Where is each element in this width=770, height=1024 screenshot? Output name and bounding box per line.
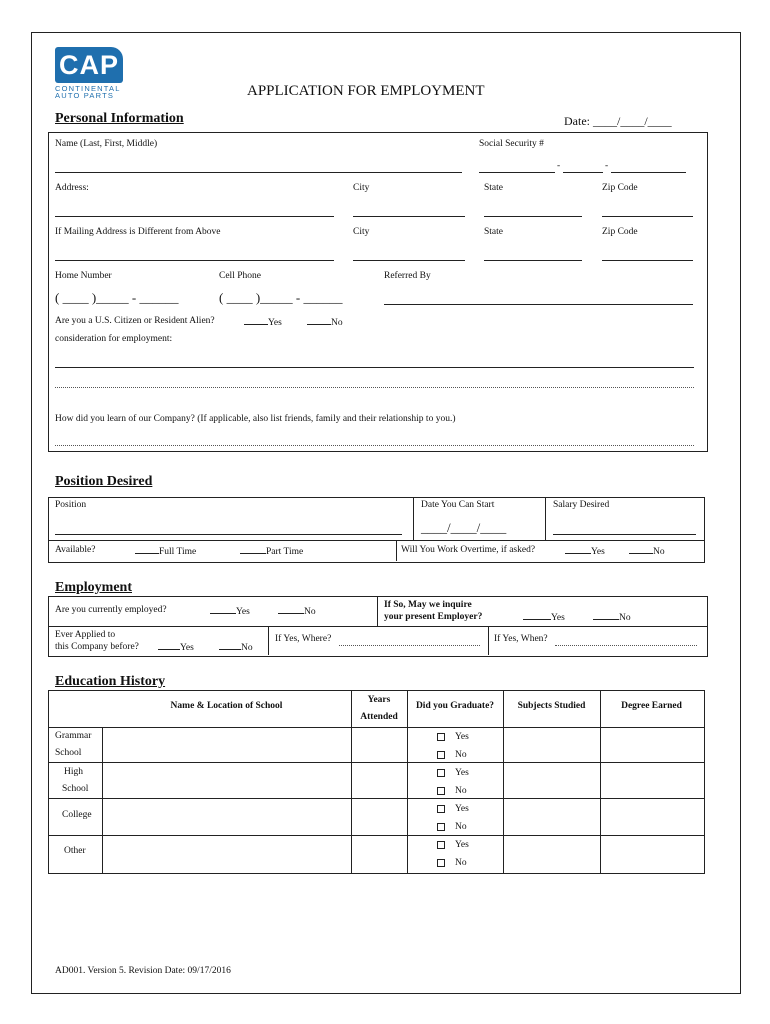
divider [48,762,704,763]
learn-question: How did you learn of our Company? (If applicable, also list friends, family and their relationship to you.) [55,414,456,424]
overtime-question: Will You Work Overtime, if asked? [401,545,536,555]
yes-label: Yes [236,607,250,617]
ssn-part-2[interactable] [563,172,603,173]
row-label-line: School [55,748,82,758]
employment-heading: Employment [55,580,132,595]
employed-no-option[interactable] [278,605,316,617]
inquire-question [384,599,482,623]
position-heading: Position Desired [55,474,153,489]
graduate-options [437,728,469,764]
row-label-line: School [62,784,89,794]
yes-label: Yes [591,547,605,557]
years-line-1: Years [367,695,391,705]
start-date-label: Date You Can Start [421,500,495,510]
graduate-no-checkbox[interactable] [437,818,469,836]
name-label: Name (Last, First, Middle) [55,139,158,149]
personal-heading: Personal Information [55,111,184,126]
citizen-question: Are you a U.S. Citizen or Resident Alien? [55,316,215,326]
home-number-input[interactable]: ( ____ )_____ - ______ [55,290,179,305]
zip-label: Zip Code [602,227,638,237]
graduate-yes-checkbox[interactable] [437,728,469,746]
divider [407,690,408,873]
consideration-label: consideration for employment: [55,334,173,344]
divider [48,798,704,799]
graduate-no-checkbox[interactable] [437,746,469,764]
ssn-part-3[interactable] [611,172,686,173]
mailing-label: If Mailing Address is Different from Above [55,227,221,237]
address-input[interactable] [55,216,334,217]
city-input[interactable] [353,216,465,217]
inquire-yes-option[interactable] [523,611,565,623]
applied-line-1: Ever Applied to [55,630,116,640]
cell-phone-input[interactable]: ( ____ )_____ - ______ [219,290,343,305]
inquire-line-1: If So, May we inquire [384,600,472,610]
mailing-address-input[interactable] [55,260,334,261]
referred-label: Referred By [384,271,431,281]
no-label: No [331,318,343,328]
employed-yes-option[interactable] [210,605,250,617]
salary-label: Salary Desired [553,500,610,510]
state-label: State [484,227,503,237]
row-label-line: Grammar [55,731,92,741]
cell-phone-label: Cell Phone [219,271,261,281]
consideration-input[interactable] [55,367,694,368]
consideration-input-2[interactable] [55,387,694,388]
company-logo: CAP [55,47,123,83]
divider [396,540,397,561]
no-label: No [455,858,467,868]
position-input[interactable] [55,534,402,535]
logo-line-2: AUTO PARTS [55,91,115,100]
start-date-input[interactable]: ____/____/____ [421,520,507,535]
applied-yes-option[interactable] [158,641,194,653]
position-label: Position [55,500,87,510]
checkbox-icon [437,859,445,867]
checkbox-icon [437,823,445,831]
col-school-header: Name & Location of School [170,701,283,711]
inquire-line-2: your present Employer? [384,612,483,622]
divider [48,626,707,627]
education-heading: Education History [55,674,166,689]
years-line-2: Attended [360,712,398,722]
divider [377,596,378,626]
graduate-yes-checkbox[interactable] [437,764,469,782]
referred-input[interactable] [384,304,693,305]
col-graduate-header: Did you Graduate? [415,701,495,711]
state-input[interactable] [484,216,582,217]
graduate-yes-checkbox[interactable] [437,836,469,854]
overtime-no-option[interactable] [629,545,665,557]
yes-label: Yes [180,643,194,653]
part-time-label: Part Time [266,547,304,557]
divider [488,626,489,655]
no-label: No [619,613,631,623]
divider [102,727,103,873]
yes-label: Yes [455,840,469,850]
home-number-label: Home Number [55,271,112,281]
full-time-label: Full Time [159,547,197,557]
when-input[interactable] [555,645,697,646]
when-label: If Yes, When? [494,634,548,644]
citizen-no-option[interactable] [307,316,343,328]
applied-no-option[interactable] [219,641,253,653]
no-label: No [455,786,467,796]
row-label-line: High [64,767,83,777]
mailing-zip-input[interactable] [602,260,693,261]
form-title: APPLICATION FOR EMPLOYMENT [247,83,485,99]
no-label: No [241,643,253,653]
ssn-separator: - [557,161,561,171]
graduate-options [437,800,469,836]
divider [503,690,504,873]
revision-footer: AD001. Version 5. Revision Date: 09/17/2016 [55,966,231,976]
col-subjects-header: Subjects Studied [517,701,586,711]
col-degree-header: Degree Earned [621,701,682,711]
no-label: No [304,607,316,617]
date-field[interactable]: Date: ____/____/____ [564,114,672,128]
divider [48,727,704,728]
col-years-header [351,692,407,726]
ssn-label: Social Security # [479,139,544,149]
no-label: No [653,547,665,557]
address-label: Address: [55,183,89,193]
graduate-yes-checkbox[interactable] [437,800,469,818]
divider [545,497,546,540]
mailing-state-input[interactable] [484,260,582,261]
no-label: No [455,750,467,760]
name-input[interactable] [55,172,462,173]
checkbox-icon [437,751,445,759]
row-label-high [64,764,88,798]
logo-subtitle [55,85,125,99]
yes-label: Yes [455,804,469,814]
checkbox-icon [437,733,445,741]
applied-line-2: this Company before? [55,642,139,652]
yes-label: Yes [551,613,565,623]
row-label-grammar [55,728,91,762]
divider [600,690,601,873]
where-input[interactable] [339,645,480,646]
applied-before-question [55,629,139,653]
mailing-city-input[interactable] [353,260,465,261]
checkbox-icon [437,769,445,777]
yes-label: Yes [455,768,469,778]
state-label: State [484,183,503,193]
citizen-yes-option[interactable] [244,316,282,328]
overtime-yes-option[interactable] [565,545,605,557]
ssn-separator: - [605,161,609,171]
row-label-college: College [62,810,92,820]
salary-input[interactable] [553,534,696,535]
no-label: No [455,822,467,832]
available-label: Available? [55,545,96,555]
full-time-option[interactable] [135,545,196,557]
city-label: City [353,227,370,237]
checkbox-icon [437,787,445,795]
graduate-no-checkbox[interactable] [437,782,469,800]
graduate-options [437,764,469,800]
currently-employed-question: Are you currently employed? [55,605,167,615]
inquire-no-option[interactable] [593,611,631,623]
row-label-other: Other [64,846,86,856]
divider [48,540,704,541]
zip-label: Zip Code [602,183,638,193]
part-time-option[interactable] [240,545,303,557]
where-label: If Yes, Where? [275,634,332,644]
divider [413,497,414,540]
zip-input[interactable] [602,216,693,217]
checkbox-icon [437,841,445,849]
city-label: City [353,183,370,193]
divider [268,626,269,655]
yes-label: Yes [268,318,282,328]
checkbox-icon [437,805,445,813]
yes-label: Yes [455,732,469,742]
ssn-part-1[interactable] [479,172,555,173]
graduate-options [437,836,469,872]
logo-line-1: CONTINENTAL [55,84,121,93]
learn-input[interactable] [55,445,694,446]
divider [48,835,704,836]
graduate-no-checkbox[interactable] [437,854,469,872]
